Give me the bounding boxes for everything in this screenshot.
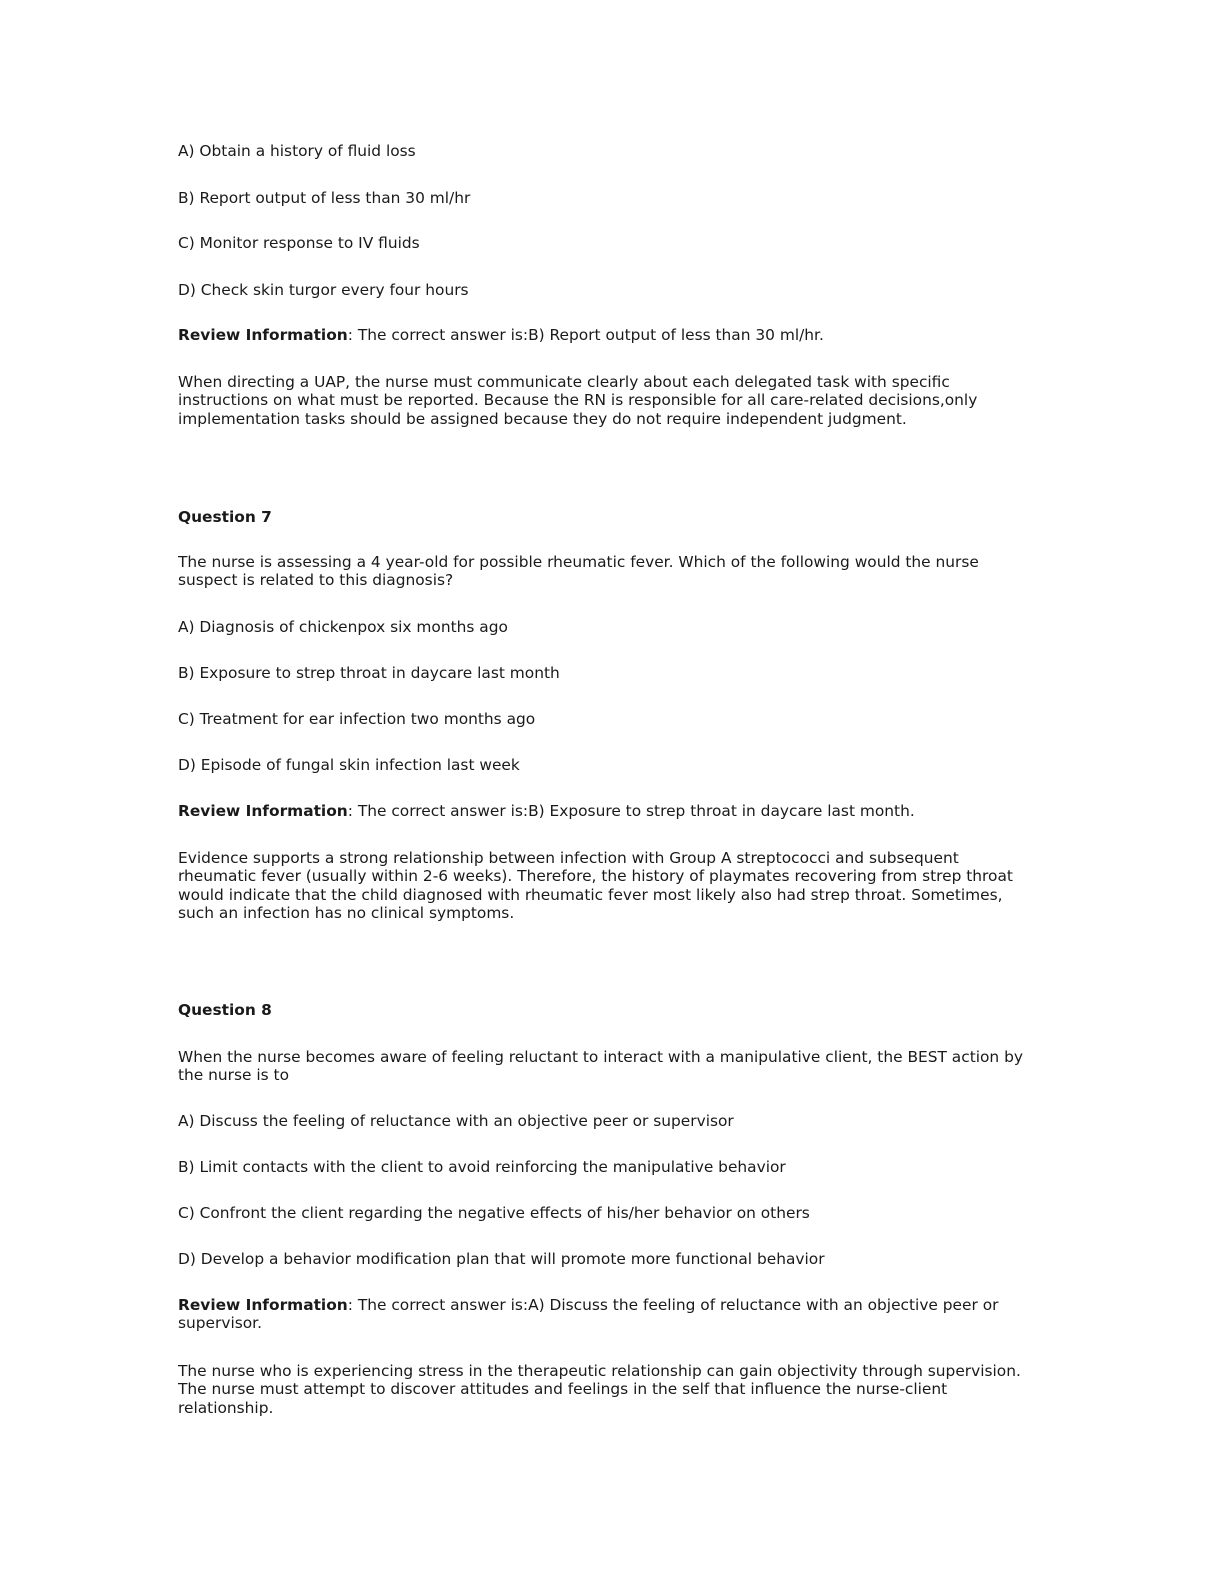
option-c: C) Confront the client regarding the negative effects of his/her behavior on others — [178, 1204, 810, 1222]
question-stem: When the nurse becomes aware of feeling reluctant to interact with a manipulative client, the BEST action by the nurse is to — [178, 1048, 1023, 1085]
option-d: D) Develop a behavior modification plan that will promote more functional behavior — [178, 1250, 825, 1268]
option-a: A) Obtain a history of fluid loss — [178, 142, 416, 160]
option-a: A) Discuss the feeling of reluctance with an objective peer or supervisor — [178, 1112, 734, 1130]
review-answer: : The correct answer is:A) Discuss the feeling of reluctance with an objective peer or supervisor. — [178, 1296, 999, 1333]
question-stem: The nurse is assessing a 4 year-old for possible rheumatic fever. Which of the following would the nurse suspect is related to this diagnosis? — [178, 553, 979, 590]
option-d: D) Episode of fungal skin infection last week — [178, 756, 520, 774]
explanation: When directing a UAP, the nurse must communicate clearly about each delegated task with specific instructions on what must be reported. Because the RN is responsible for all care-related decisions,only implementation tasks should be assigned because they do not require independent judgment. — [178, 373, 978, 428]
question-heading: Question 8 — [178, 1001, 272, 1019]
review-label: Review Information — [178, 1296, 348, 1314]
option-b: B) Limit contacts with the client to avoid reinforcing the manipulative behavior — [178, 1158, 786, 1176]
review-label: Review Information — [178, 326, 348, 344]
option-c: C) Treatment for ear infection two months ago — [178, 710, 536, 728]
question-heading: Question 7 — [178, 508, 272, 526]
review-answer: : The correct answer is:B) Exposure to strep throat in daycare last month. — [347, 802, 915, 820]
option-c: C) Monitor response to IV fluids — [178, 234, 420, 252]
option-b: B) Report output of less than 30 ml/hr — [178, 189, 471, 207]
review-information — [178, 802, 1038, 820]
review-label: Review Information — [178, 802, 348, 820]
review-information — [178, 326, 1038, 344]
review-answer: : The correct answer is:B) Report output of less than 30 ml/hr. — [347, 326, 824, 344]
review-information — [178, 1296, 1038, 1333]
option-d: D) Check skin turgor every four hours — [178, 281, 469, 299]
option-b: B) Exposure to strep throat in daycare last month — [178, 664, 560, 682]
explanation: The nurse who is experiencing stress in the therapeutic relationship can gain objectivity through supervision. The nurse must attempt to discover attitudes and feelings in the self that influence the nurse-client relationship. — [178, 1362, 1021, 1417]
explanation: Evidence supports a strong relationship between infection with Group A streptococci and subsequent rheumatic fever (usually within 2-6 weeks). Therefore, the history of playmates recovering from strep throat would indicate that the child diagnosed with rheumatic fever most likely also had strep throat. Sometimes, such an infection has no clinical symptoms. — [178, 849, 1013, 923]
option-a: A) Diagnosis of chickenpox six months ago — [178, 618, 508, 636]
